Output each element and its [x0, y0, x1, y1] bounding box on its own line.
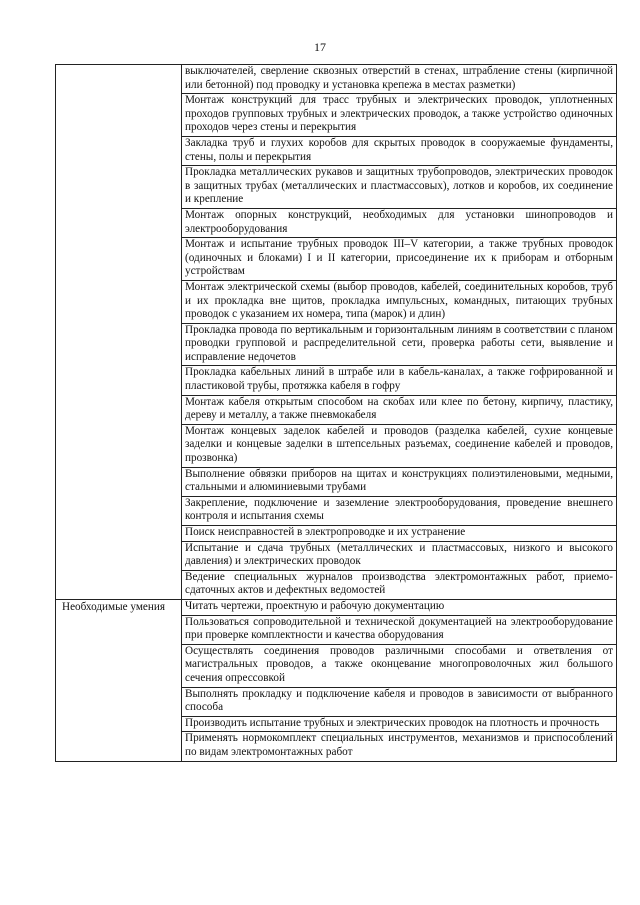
- table-cell: Монтаж электрической схемы (выбор проводов, кабелей, соединительных коробов, труб и их прокладка вне щитов, прокладка импульсных, командных, питающих трубных проводок с указанием их номера, типа (марок) и длин): [182, 280, 617, 323]
- table-cell: Прокладка металлических рукавов и защитных трубопроводов, электрических проводок в защитных трубах (металлических и пластмассовых), лотков и коробов, их соединение и крепление: [182, 166, 617, 209]
- table-cell: Испытание и сдача трубных (металлических и пластмассовых, низкого и высокого давления) и электрических проводок: [182, 541, 617, 570]
- table-cell: Выполнять прокладку и подключение кабеля и проводов в зависимости от выбранного способа: [182, 687, 617, 716]
- table-cell: Прокладка кабельных линий в штрабе или в кабель-каналах, а также гофрированной и пластиковой трубы, протяжка кабеля в гофру: [182, 366, 617, 395]
- table-cell: Выполнение обвязки приборов на щитах и конструкциях полиэтиленовыми, медными, стальными и алюминиевыми трубами: [182, 467, 617, 496]
- table-cell: Монтаж кабеля открытым способом на скобах или клее по бетону, кирпичу, пластику, дереву и металлу, а также пневмокабеля: [182, 395, 617, 424]
- page-number: 17: [314, 40, 326, 54]
- table-cell: Осуществлять соединения проводов различными способами и ответвления от магистральных проводов, а также оконцевание многопроволочных жил большого сечения опрессовкой: [182, 644, 617, 687]
- table-cell: Монтаж конструкций для трасс трубных и электрических проводок, уплотненных проходов групповых трубных и электрических проводок, а также устройство одиночных проходов через стены и перекрытия: [182, 94, 617, 137]
- table-cell: Монтаж концевых заделок кабелей и проводов (разделка кабелей, сухие концевые заделки и концевые заделки в штепсельных разъемах, соединение кабелей и проводов, прозвонка): [182, 424, 617, 467]
- table-cell: Монтаж и испытание трубных проводок III–V категории, а также трубных проводок (одиночных и блоками) I и II категории, присоединение их к приборам и отборным устройствам: [182, 238, 617, 281]
- table-cell: Ведение специальных журналов производства электромонтажных работ, приемо-сдаточных актов и дефектных ведомостей: [182, 570, 617, 599]
- table-cell: Пользоваться сопроводительной и технической документацией на электрооборудование при проверке комплектности и качества оборудования: [182, 615, 617, 644]
- table-cell: Прокладка провода по вертикальным и горизонтальным линиям в соответствии с планом проводки групповой и распределительной сети, проверка работы сети, выявление и исправление недочетов: [182, 323, 617, 366]
- section-label-cell: Необходимые умения: [56, 599, 182, 761]
- section-label-cell: [56, 65, 182, 600]
- table-row: [56, 599, 617, 615]
- table-cell: выключателей, сверление сквозных отверстий в стенах, штрабление стены (кирпичной или бетонной) под проводку и установка крепежа в местах разметки): [182, 65, 617, 94]
- table-cell: Закрепление, подключение и заземление электрооборудования, проведение внешнего контроля и испытания схемы: [182, 496, 617, 525]
- table-cell: Закладка труб и глухих коробов для скрытых проводок в сооружаемые фундаменты, стены, полы и перекрытия: [182, 136, 617, 165]
- requirements-table: [55, 64, 617, 762]
- table-cell: Монтаж опорных конструкций, необходимых для установки шинопроводов и электрооборудования: [182, 208, 617, 237]
- table-row: [56, 65, 617, 94]
- table-cell: Применять нормокомплект специальных инструментов, механизмов и приспособлений по видам электромонтажных работ: [182, 732, 617, 761]
- table-cell: Поиск неисправностей в электропроводке и их устранение: [182, 526, 617, 542]
- table-cell: Читать чертежи, проектную и рабочую документацию: [182, 599, 617, 615]
- table-cell: Производить испытание трубных и электрических проводок на плотность и прочность: [182, 716, 617, 732]
